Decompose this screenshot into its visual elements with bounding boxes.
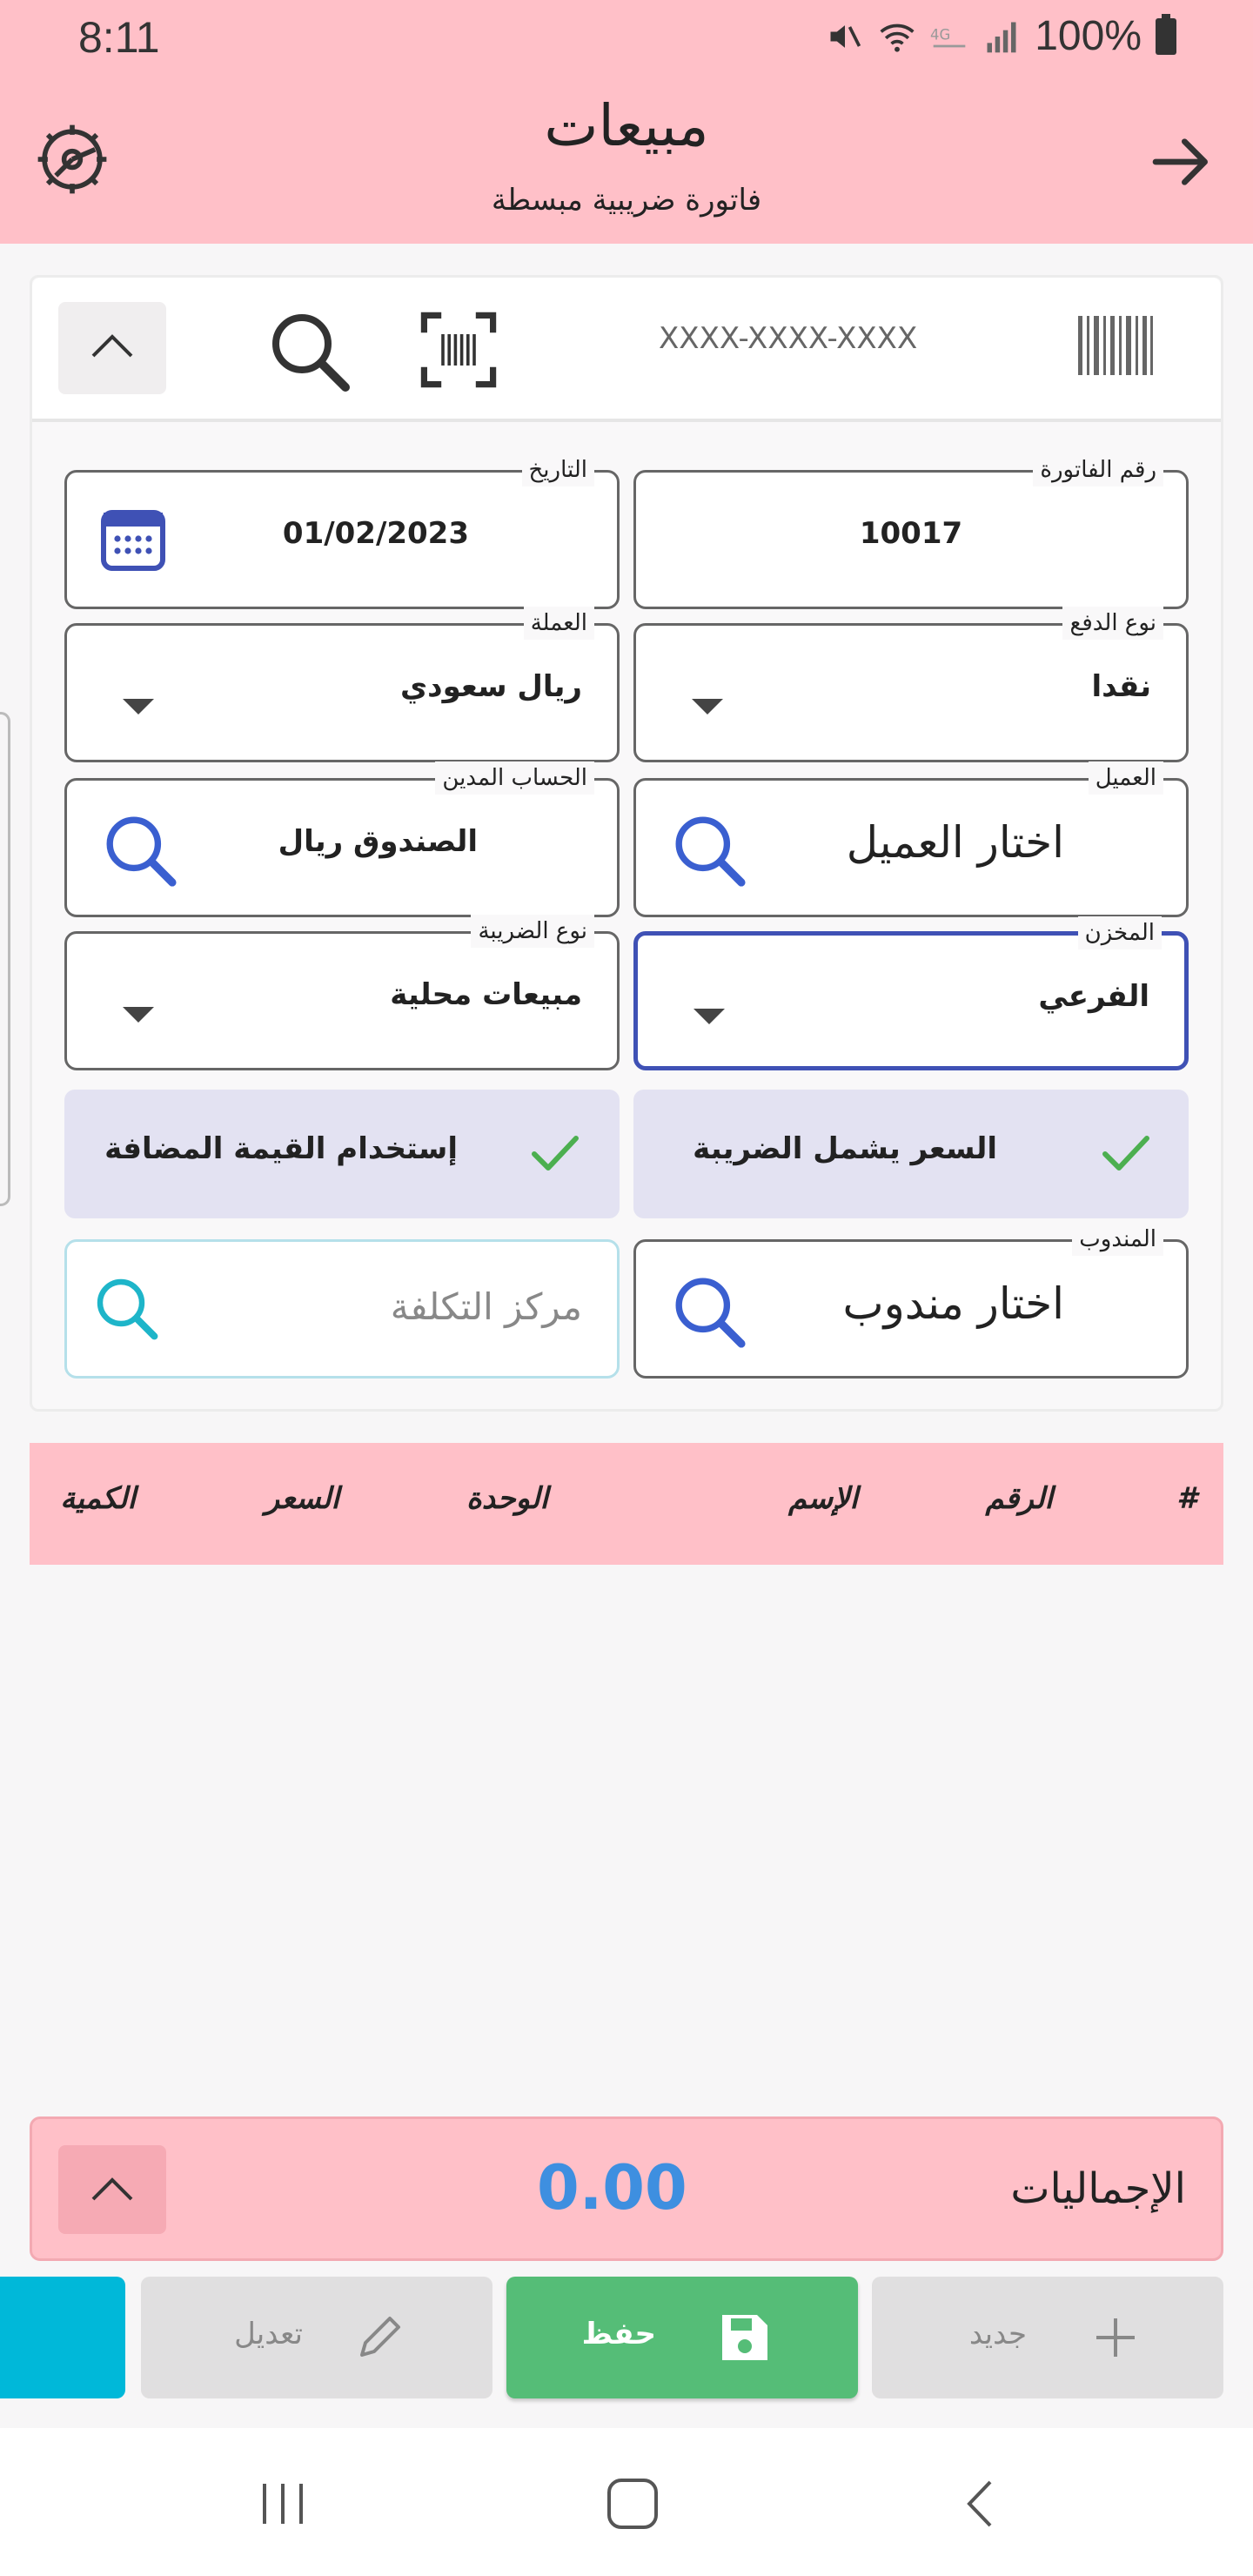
chevron-up-icon xyxy=(58,2145,166,2234)
status-bar xyxy=(0,0,1253,78)
customer-field[interactable] xyxy=(633,765,1189,917)
save-floppy-icon xyxy=(715,2308,774,2367)
warehouse-label: المخزن xyxy=(1078,916,1162,949)
tax-type-label: نوع الضريبة xyxy=(471,915,594,948)
items-table-header xyxy=(30,1443,1223,1565)
date-field[interactable] xyxy=(64,457,620,609)
chevron-up-icon xyxy=(58,302,166,394)
use-vat-checkbox[interactable] xyxy=(64,1090,620,1218)
edit-button-label: تعديل xyxy=(234,2317,303,2351)
column-header-name: الإسم xyxy=(788,1481,858,1516)
sales-rep-value: اختار مندوب xyxy=(842,1278,1064,1329)
price-includes-tax-checkbox[interactable] xyxy=(633,1090,1189,1218)
column-header-unit: الوحدة xyxy=(466,1481,548,1516)
totals-value: 0.00 xyxy=(537,2152,687,2224)
plus-icon xyxy=(1086,2308,1145,2367)
search-icon[interactable] xyxy=(671,812,751,892)
save-button[interactable] xyxy=(506,2277,858,2398)
system-nav-bar xyxy=(0,2428,1253,2576)
pencil-icon xyxy=(350,2308,409,2367)
column-header-quantity: الكمية xyxy=(60,1481,136,1516)
sales-rep-field[interactable] xyxy=(633,1226,1189,1379)
totals-expand-button[interactable] xyxy=(58,2145,166,2234)
totals-bar[interactable] xyxy=(30,2116,1223,2261)
new-button[interactable] xyxy=(872,2277,1223,2398)
price-includes-tax-label: السعر يشمل الضريبة xyxy=(693,1131,997,1166)
column-header-index: # xyxy=(1176,1481,1197,1516)
payment-type-value: نقدا xyxy=(1091,669,1151,704)
edit-button[interactable] xyxy=(141,2277,492,2398)
status-icons xyxy=(826,12,1176,60)
customer-label: العميل xyxy=(1089,761,1163,795)
lte-icon xyxy=(930,17,968,56)
currency-value: ريال سعودي xyxy=(400,669,582,704)
battery-icon xyxy=(1156,18,1176,55)
battery-percent: 100% xyxy=(1035,13,1142,59)
dropdown-arrow-icon xyxy=(123,1007,154,1023)
date-label: التاريخ xyxy=(522,453,595,486)
warehouse-value: الفرعي xyxy=(1038,979,1149,1014)
column-header-number: الرقم xyxy=(985,1481,1053,1516)
search-icon[interactable] xyxy=(93,1275,163,1345)
svg-text:4G: 4G xyxy=(930,26,951,44)
scan-barcode-icon[interactable] xyxy=(419,311,498,389)
barcode-row xyxy=(32,278,1221,422)
wifi-icon xyxy=(878,17,916,56)
cost-center-placeholder: مركز التكلفة xyxy=(390,1285,582,1328)
page-title: مبيعات xyxy=(544,92,709,159)
use-vat-label: إستخدام القيمة المضافة xyxy=(104,1131,458,1166)
customer-value: اختار العميل xyxy=(846,817,1064,868)
barcode-icon xyxy=(1076,312,1155,379)
barcode-input[interactable]: XXXX-XXXX-XXXX xyxy=(659,321,918,356)
more-button[interactable] xyxy=(0,2277,125,2398)
search-icon[interactable] xyxy=(671,1273,751,1353)
save-button-label: حفظ xyxy=(581,2317,656,2351)
debit-account-value: الصندوق ريال xyxy=(278,824,478,859)
drawer-handle[interactable] xyxy=(0,712,10,1206)
payment-type-select[interactable] xyxy=(633,610,1189,762)
checkmark-icon xyxy=(529,1131,581,1175)
warehouse-select[interactable] xyxy=(633,920,1189,1070)
cost-center-input[interactable] xyxy=(64,1239,620,1379)
debit-account-label: الحساب المدين xyxy=(435,761,594,795)
currency-select[interactable] xyxy=(64,610,620,762)
mute-icon xyxy=(826,17,864,56)
dropdown-arrow-icon xyxy=(692,699,723,714)
search-icon[interactable] xyxy=(102,812,182,892)
invoice-number-field[interactable] xyxy=(633,457,1189,609)
dropdown-arrow-icon xyxy=(694,1009,725,1024)
new-button-label: جديد xyxy=(968,2317,1027,2351)
date-value: 01/02/2023 xyxy=(282,516,469,551)
debit-account-field[interactable] xyxy=(64,765,620,917)
search-icon[interactable] xyxy=(267,309,354,396)
app-bar xyxy=(0,78,1253,244)
status-time: 8:11 xyxy=(78,13,160,62)
back-icon[interactable] xyxy=(952,2473,1013,2534)
dropdown-arrow-icon xyxy=(123,699,154,714)
invoice-number-label: رقم الفاتورة xyxy=(1033,453,1163,486)
checkmark-icon xyxy=(1100,1131,1152,1175)
page-subtitle: فاتورة ضريبية مبسطة xyxy=(491,183,762,218)
recent-apps-icon[interactable] xyxy=(252,2473,313,2534)
collapse-button[interactable] xyxy=(58,302,166,394)
sales-rep-label: المندوب xyxy=(1072,1223,1163,1256)
invoice-number-value: 10017 xyxy=(859,516,963,551)
totals-label: الإجماليات xyxy=(1010,2164,1186,2213)
tax-type-select[interactable] xyxy=(64,918,620,1070)
calendar-icon[interactable] xyxy=(98,504,168,574)
currency-label: العملة xyxy=(524,607,594,640)
back-arrow-icon[interactable] xyxy=(1147,127,1216,197)
signal-icon xyxy=(982,17,1021,56)
payment-type-label: نوع الدفع xyxy=(1062,607,1163,640)
tax-type-value: مبيعات محلية xyxy=(390,977,582,1012)
column-header-price: السعر xyxy=(265,1481,339,1516)
home-icon[interactable] xyxy=(602,2473,663,2534)
